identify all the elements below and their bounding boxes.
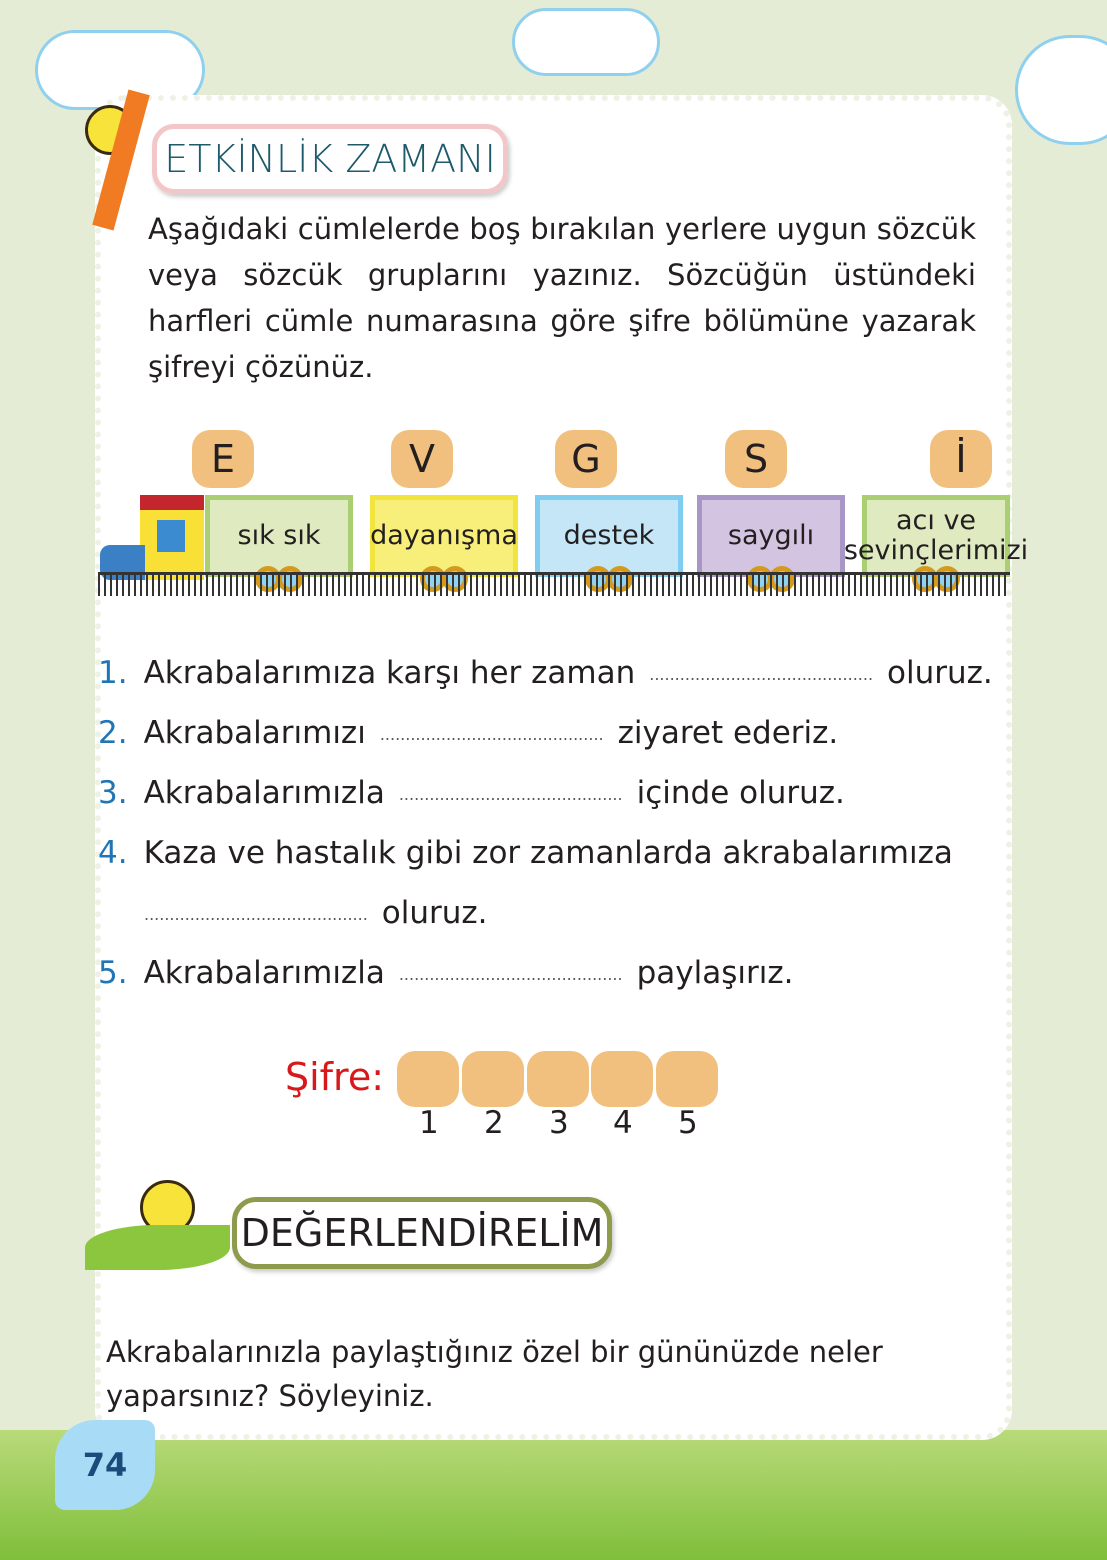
answer-blank[interactable]: ............................................ — [379, 725, 604, 744]
cipher-number: 2 — [484, 1105, 504, 1141]
cipher-number: 3 — [549, 1105, 569, 1141]
cipher-box[interactable] — [397, 1051, 459, 1107]
train-car — [843, 495, 1029, 577]
train-car — [535, 495, 683, 577]
question — [98, 775, 845, 811]
word-option: dayanışma — [370, 520, 518, 551]
instructions: Aşağıdaki cümlelerde boş bırakılan yerlere uygun sözcük veya sözcük gruplarını yazınız. Sözcüğün üstündeki harfleri cümle numarasına göre şifre bölümüne yazarak şifreyi çözünüz. — [148, 212, 976, 384]
cipher-letter: V — [391, 430, 453, 488]
question-text-after: oluruz. — [381, 895, 488, 931]
page-number: 74 — [55, 1420, 155, 1510]
cipher-letter: G — [555, 430, 617, 488]
question-text-after: ziyaret ederiz. — [617, 715, 839, 751]
answer-blank[interactable]: ............................................ — [398, 785, 623, 804]
question-text-after: oluruz. — [887, 655, 993, 691]
word-option: acı ve sevinçlerimizi — [843, 505, 1029, 566]
question-number: 3. — [98, 775, 128, 811]
question — [98, 835, 953, 871]
leaf-illustration — [85, 1225, 230, 1270]
train-track — [98, 572, 1010, 596]
question-text: Akrabalarımızla — [143, 775, 385, 811]
question-text: Kaza ve hastalık gibi zor zamanlarda akrabalarımıza — [143, 835, 953, 871]
word-option: sık sık — [237, 520, 321, 551]
train-car — [697, 495, 845, 577]
question-continued — [130, 895, 488, 931]
cipher-letter: İ — [930, 430, 992, 488]
word-option: saygılı — [727, 520, 815, 551]
question-number: 1. — [98, 655, 128, 691]
cipher-number: 5 — [678, 1105, 698, 1141]
question-text: Akrabalarımızla — [143, 955, 385, 991]
answer-blank[interactable]: ............................................ — [649, 665, 874, 684]
answer-blank[interactable]: ............................................ — [398, 965, 623, 984]
question-text-after: paylaşırız. — [636, 955, 794, 991]
evaluate-title: DEĞERLENDİRELİM — [232, 1197, 612, 1269]
question — [98, 655, 993, 691]
question-number: 5. — [98, 955, 128, 991]
train-car — [370, 495, 518, 577]
cipher-box[interactable] — [462, 1051, 524, 1107]
question-number: 2. — [98, 715, 128, 751]
cloud — [512, 8, 660, 76]
cipher-label: Şifre: — [285, 1055, 385, 1099]
question-text-after: içinde oluruz. — [636, 775, 845, 811]
train-car — [205, 495, 353, 577]
cipher-letter: S — [725, 430, 787, 488]
evaluate-question: Akrabalarınızla paylaştığınız özel bir gününüzde neler yaparsınız? Söyleyiniz. — [106, 1335, 883, 1413]
question — [98, 715, 838, 751]
cipher-box[interactable] — [591, 1051, 653, 1107]
cipher-number: 1 — [419, 1105, 439, 1141]
cloud — [1015, 35, 1107, 145]
question — [98, 955, 793, 991]
cipher-box[interactable] — [656, 1051, 718, 1107]
cipher-number: 4 — [613, 1105, 633, 1141]
cipher-letter: E — [192, 430, 254, 488]
answer-blank[interactable]: ............................................ — [144, 905, 368, 924]
activity-title: ETKİNLİK ZAMANI — [152, 124, 508, 194]
question-text: Akrabalarımıza karşı her zaman — [143, 655, 636, 691]
grass-decoration — [0, 1430, 1107, 1560]
question-text: Akrabalarımızı — [143, 715, 366, 751]
cipher-box[interactable] — [527, 1051, 589, 1107]
word-option: destek — [563, 520, 655, 551]
question-number: 4. — [98, 835, 128, 871]
